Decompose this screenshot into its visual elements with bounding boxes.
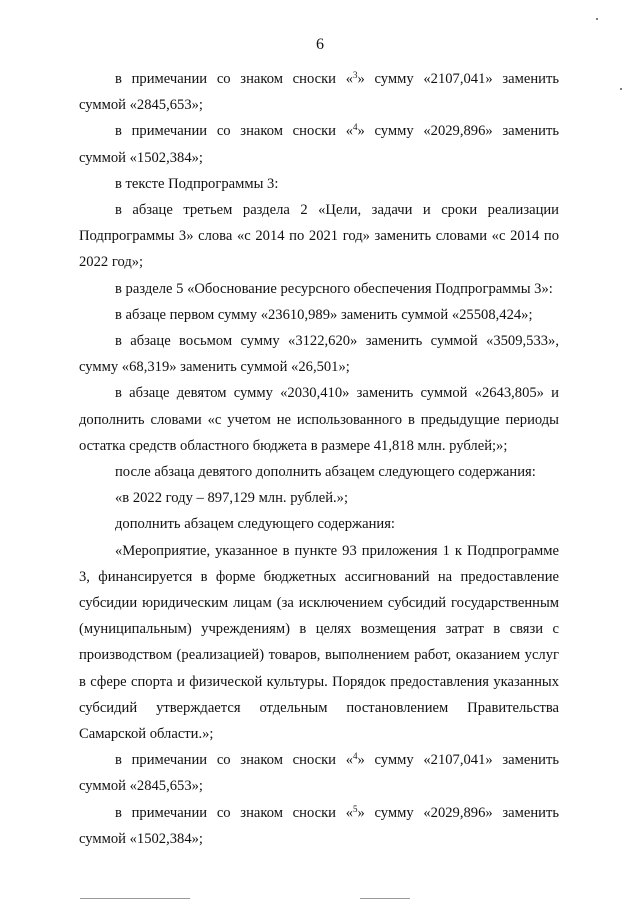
paragraph-text: в примечании со знаком сноски « [115,804,353,821]
paragraph-add-abzac: дополнить абзацем следующего содержания: [115,516,395,533]
footnote-mark: 3 [353,70,358,80]
paragraph-measure: «Мероприятие, указанное в пункте 93 приложения 1 к Подпрограмме 3, финансируется в форме бюджетных ассигнований на предоставление субсидии юридическим лицам (за исключением субсидий государственным (муниципальным) учреждениям) в целях возмещения затрат в связи с производством (реализацией) товаров, выполнением работ, оказанием услуг в сфере спорта и физической культуры. Порядок предоставления указанных субсидий утверждается отдельным постановлением Правительства Самарской области.»; [79,542,559,743]
paragraph-section-2: в абзаце третьем раздела 2 «Цели, задачи и сроки реализации Подпрограммы 3» слова «с 2014 по 2021 год» заменить словами «с 2014 по 2022 год»; [79,202,559,271]
paragraph-footnote-4 [79,118,559,170]
scan-speck [596,18,598,20]
paragraph-footnote-4b [79,747,559,799]
paragraph-after-ninth: после абзаца девятого дополнить абзацем следующего содержания: [115,464,536,481]
paragraph-text: » сумму «2029,896» заменить суммой «1502,384»; [79,804,560,847]
paragraph-text: » сумму «2107,041» заменить суммой «2845,653»; [79,71,560,114]
paragraph-2022: «в 2022 году – 897,129 млн. рублей.»; [115,490,349,507]
document-body [79,66,559,852]
footnote-mark: 4 [353,751,358,762]
paragraph-ninth-abzac: в абзаце девятом сумму «2030,410» заменить суммой «2643,805» и дополнить словами «с учетом не использованного в предыдущие периоды остатка средств областного бюджета в размере 41,818 млн. рублей;»; [79,385,559,454]
scan-speck [620,88,622,90]
paragraph-text: » сумму «2107,041» заменить суммой «2845,653»; [79,752,560,795]
paragraph-eighth-abzac: в абзаце восьмом сумму «3122,620» заменить суммой «3509,533», сумму «68,319» заменить суммой «26,501»; [79,333,559,376]
footnote-mark: 5 [353,803,358,814]
footer-scan-line [360,898,410,899]
paragraph-section-5: в разделе 5 «Обоснование ресурсного обеспечения Подпрограммы 3»: [115,280,553,297]
page-number: 6 [316,36,324,53]
paragraph-footnote-3 [79,66,559,118]
paragraph-text: » сумму «2029,896» заменить суммой «1502,384»; [79,123,560,166]
paragraph-subprogram-text: в тексте Подпрограммы 3: [115,175,279,192]
paragraph-footnote-5 [79,800,559,852]
paragraph-first-abzac: в абзаце первом сумму «23610,989» заменить суммой «25508,424»; [115,306,533,323]
footer-scan-line [80,898,190,899]
footnote-mark: 4 [353,122,358,133]
paragraph-text: в примечании со знаком сноски « [115,71,353,87]
paragraph-text: в примечании со знаком сноски « [115,752,353,769]
paragraph-text: в примечании со знаком сноски « [115,123,353,140]
